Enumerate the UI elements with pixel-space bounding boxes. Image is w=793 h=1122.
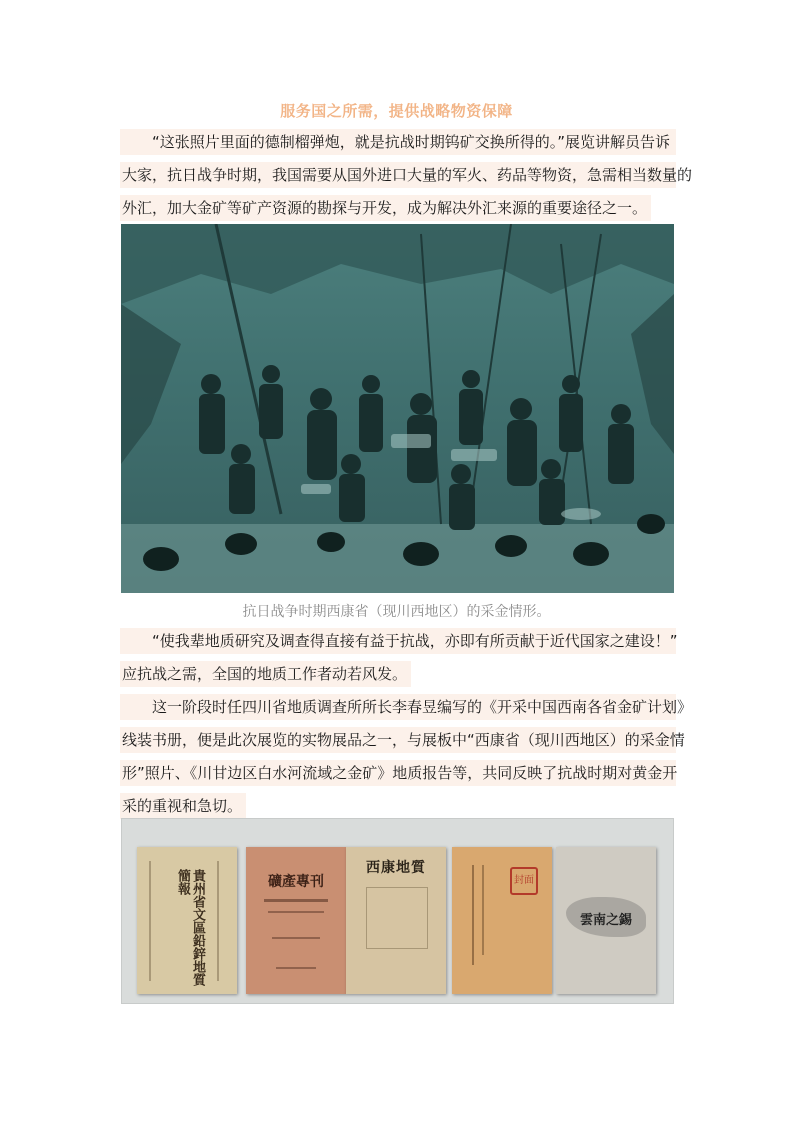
document-cover (137, 847, 237, 994)
red-seal-icon: 封面 (510, 867, 538, 895)
paragraph-line: 这一阶段时任四川省地质调查所所长李春昱编写的《开采中国西南各省金矿计划》 (120, 694, 676, 720)
section-heading: 服务国之所需，提供战略物资保障 (280, 102, 513, 120)
document-cover (452, 847, 552, 994)
document-cover (246, 847, 346, 994)
paragraph-line: 采的重视和急切。 (120, 793, 246, 819)
document-exhibit-strip (121, 818, 674, 1004)
paragraph-line: 形”照片、《川甘边区白水河流域之金矿》地质报告等，共同反映了抗战时期对黄金开 (120, 760, 676, 786)
paragraph-line: “使我辈地质研究及调查得直接有益于抗战，亦即有所贡献于近代国家之建设！” (120, 628, 676, 654)
gold-mining-photo (121, 224, 674, 593)
paragraph-line: 应抗战之需，全国的地质工作者动若风发。 (120, 661, 411, 687)
paragraph-line: 大家，抗日战争时期，我国需要从国外进口大量的军火、药品等物资，急需相当数量的 (120, 162, 676, 188)
paragraph-1 (120, 129, 693, 228)
document-cover (346, 847, 446, 994)
paragraph-3 (120, 694, 693, 826)
paragraph-line: 线装书册，便是此次展览的实物展品之一，与展板中“西康省（现川西地区）的采金情 (120, 727, 676, 753)
paragraph-line: “这张照片里面的德制榴弹炮，就是抗战时期钨矿交换所得的。”展览讲解员告诉 (120, 129, 676, 155)
document-title: 西康地質 (366, 860, 426, 876)
document-cover (556, 847, 656, 994)
photo-caption: 抗日战争时期西康省（现川西地区）的采金情形。 (242, 604, 551, 620)
document-title: 礦產專刊 (268, 874, 324, 890)
document-title: 貴州省文區鉛鋅地質簡報 (175, 869, 205, 986)
document-title: 雲南之錫 (579, 913, 632, 928)
paragraph-line: 外汇，加大金矿等矿产资源的勘探与开发，成为解决外汇来源的重要途径之一。 (120, 195, 651, 221)
paragraph-2 (120, 628, 676, 694)
